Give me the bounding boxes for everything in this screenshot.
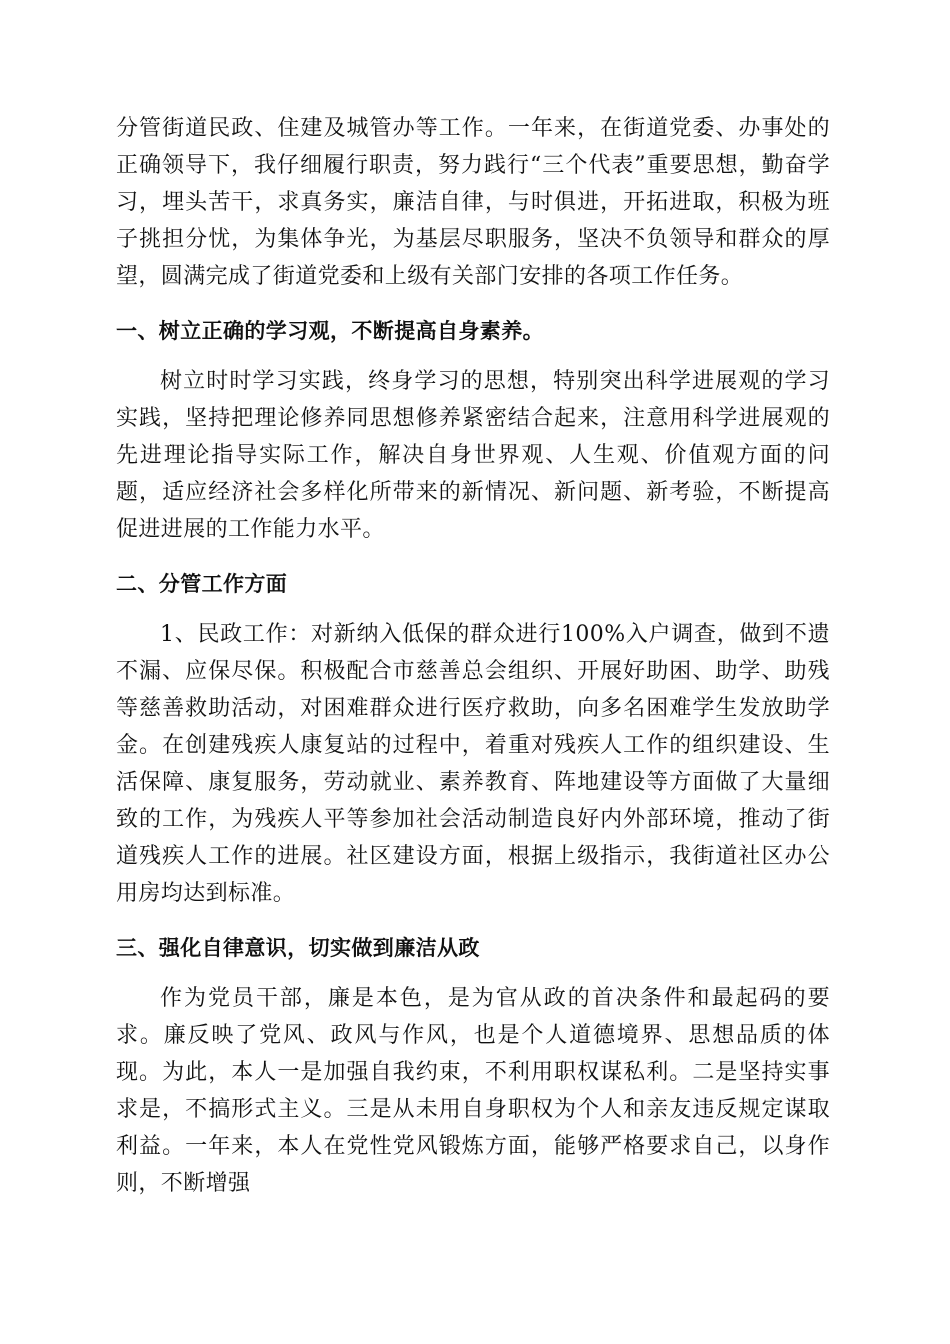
section-1-body: 树立时时学习实践，终身学习的思想，特别突出科学进展观的学习实践，坚持把理论修养同思想修养紧密结合起来，注意用科学进展观的先进理论指导实际工作，解决自身世界观、人生观、价值观方面的问题，适应经济社会多样化所带来的新情况、新问题、新考验，不断提高促进进展的工作能力水平。 — [116, 369, 830, 542]
section-2-body: 1、民政工作：对新纳入低保的群众进行100%入户调查，做到不遗不漏、应保尽保。积极配合市慈善总会组织、开展好助困、助学、助残等慈善救助活动，对困难群众进行医疗救助，向多名困难学生发放助学金。在创建残疾人康复站的过程中，着重对残疾人工作的组织建设、生活保障、康复服务，劳动就业、素养教育、阵地建设等方面做了大量细致的工作，为残疾人平等参加社会活动制造良好内外部环境，推动了街道残疾人工作的进展。社区建设方面，根据上级指示，我街道社区办公用房均达到标准。 — [116, 622, 830, 906]
section-2-heading: 二、分管工作方面 — [116, 572, 288, 596]
spacer — [116, 295, 830, 313]
intro-paragraph: 分管街道民政、住建及城管办等工作。一年来，在街道党委、办事处的正确领导下，我仔细履行职责，努力践行“三个代表”重要思想，勤奋学习，埋头苦干，求真务实，廉洁自律，与时俱进，开拓进取，积极为班子挑担分忧，为集体争光，为基层尽职服务，坚决不负领导和群众的厚望，圆满完成了街道党委和上级有关部门安排的各项工作任务。 — [116, 116, 830, 289]
spacer — [116, 350, 830, 363]
spacer — [116, 912, 830, 930]
document-page — [116, 110, 830, 1202]
spacer — [116, 603, 830, 616]
spacer — [116, 548, 830, 566]
spacer — [116, 967, 830, 980]
section-3-body: 作为党员干部，廉是本色，是为官从政的首决条件和最起码的要求。廉反映了党风、政风与作风，也是个人道德境界、思想品质的体现。为此，本人一是加强自我约束，不利用职权谋私利。二是坚持实事求是，不搞形式主义。三是从未用自身职权为个人和亲友违反规定谋取利益。一年来，本人在党性党风锻炼方面，能够严格要求自己，以身作则，不断增强 — [116, 986, 830, 1196]
section-1-heading: 一、树立正确的学习观，不断提高自身素养。 — [116, 319, 544, 343]
section-3-heading: 三、强化自律意识，切实做到廉洁从政 — [116, 936, 480, 960]
